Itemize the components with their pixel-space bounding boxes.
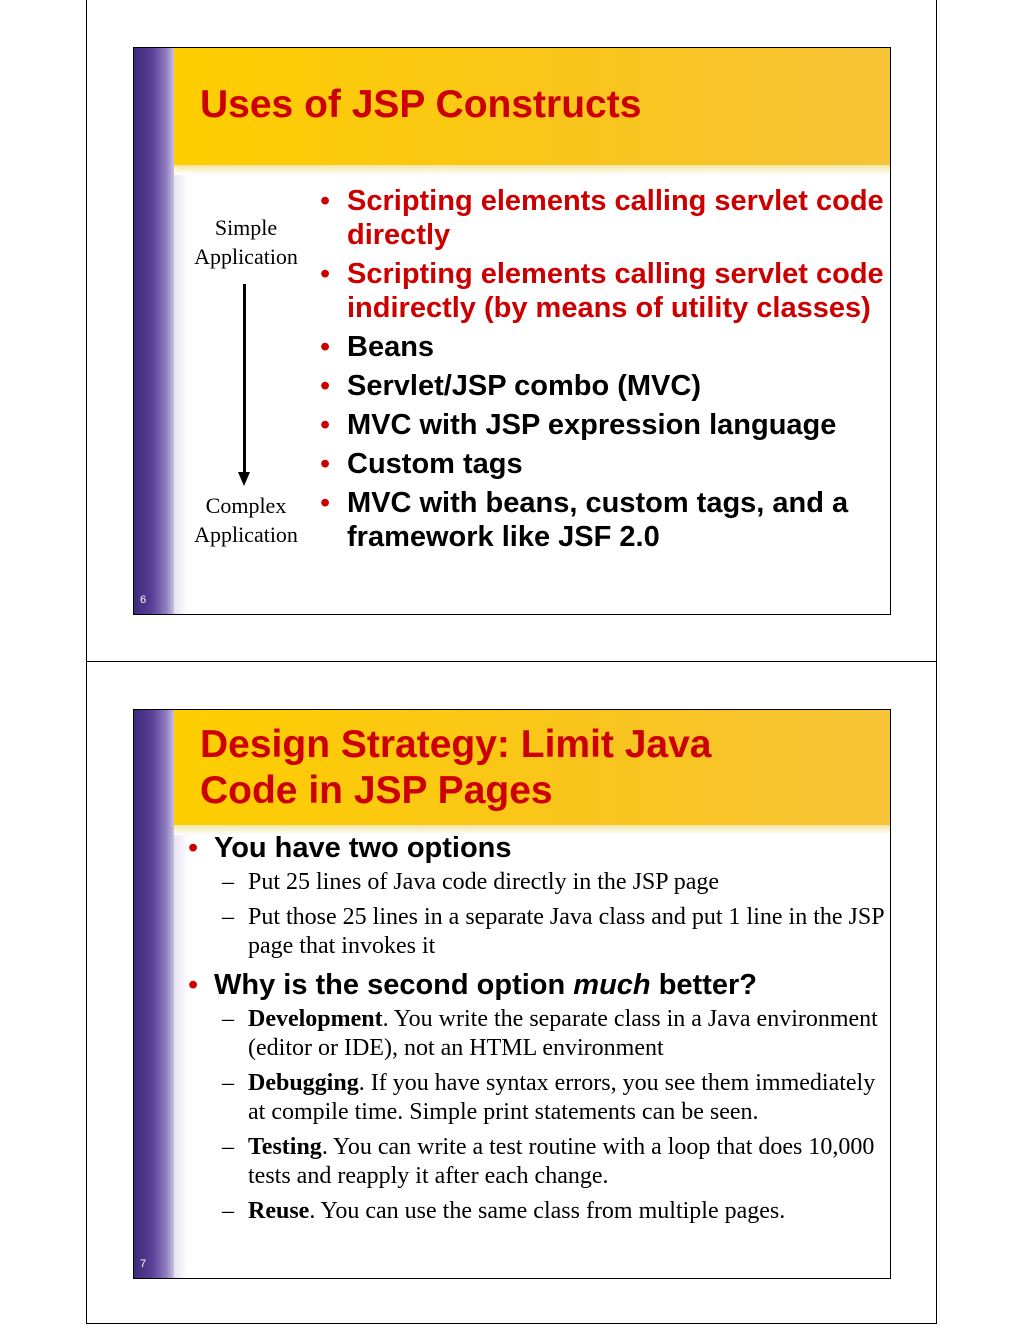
reason-term: Testing xyxy=(248,1134,322,1160)
list-item: – Put those 25 lines in a separate Java class and put 1 line in the JSP page that invokes it xyxy=(182,903,888,961)
slide-title-fade xyxy=(174,165,890,175)
bullet-text-before: Why is the second option xyxy=(214,969,574,1001)
reason-term: Reuse xyxy=(248,1198,310,1224)
list-item: • Custom tags xyxy=(312,447,891,481)
down-arrow-icon xyxy=(238,472,250,486)
bullet-why-second-option xyxy=(182,967,888,1003)
list-item xyxy=(182,1197,888,1226)
slide-number: 6 xyxy=(140,594,147,606)
list-item xyxy=(182,1133,888,1191)
bullet-emphasis: much xyxy=(573,969,651,1001)
simple-label-line-2: Application xyxy=(194,244,298,269)
complex-label-line-1: Complex xyxy=(205,493,287,518)
list-item xyxy=(182,1069,888,1127)
reason-text: . You can use the same class from multiple pages. xyxy=(309,1198,786,1224)
slide-title-line-1: Design Strategy: Limit Java xyxy=(200,723,712,766)
slide-uses-of-jsp-constructs xyxy=(133,47,891,615)
slide-number: 7 xyxy=(140,1258,147,1270)
list-item: • Servlet/JSP combo (MVC) xyxy=(312,369,891,403)
bullet-two-options: • You have two options xyxy=(182,830,888,866)
simple-label-line-1: Simple xyxy=(214,215,278,240)
slide-title-line-2: Code in JSP Pages xyxy=(200,769,553,812)
slide-side-band xyxy=(134,48,174,614)
slide-content xyxy=(182,830,888,1232)
slide-title: Uses of JSP Constructs xyxy=(200,83,642,126)
reasons-list xyxy=(182,1005,888,1226)
slide-design-strategy xyxy=(133,709,891,1279)
list-item: • MVC with beans, custom tags, and a framework like JSF 2.0 xyxy=(312,486,891,554)
complexity-arrow-shaft xyxy=(243,284,246,474)
slide-side-band xyxy=(134,710,174,1278)
jsp-constructs-list xyxy=(312,184,891,559)
list-item xyxy=(182,1005,888,1063)
slide-title xyxy=(200,722,712,814)
reason-text: . You write the separate class in a Java environment (editor or IDE), not an HTML environment xyxy=(248,1006,878,1061)
reason-term: Development xyxy=(248,1006,383,1032)
simple-application-label xyxy=(176,213,316,271)
reason-text: . You can write a test routine with a loop that does 10,000 tests and reapply it after each change. xyxy=(248,1134,875,1189)
complex-application-label xyxy=(176,491,316,549)
list-item: • Scripting elements calling servlet code directly xyxy=(312,184,891,252)
reason-text: . If you have syntax errors, you see them immediately at compile time. Simple print statements can be seen. xyxy=(248,1070,876,1125)
complex-label-line-2: Application xyxy=(194,522,298,547)
page-divider xyxy=(86,661,937,662)
list-item: • Scripting elements calling servlet code indirectly (by means of utility classes) xyxy=(312,257,891,325)
two-options-list xyxy=(182,868,888,961)
reason-term: Debugging xyxy=(248,1070,359,1096)
bullet-text-after: better? xyxy=(650,969,757,1001)
list-item: • MVC with JSP expression language xyxy=(312,408,891,442)
list-item: • Beans xyxy=(312,330,891,364)
list-item: – Put 25 lines of Java code directly in the JSP page xyxy=(182,868,888,897)
